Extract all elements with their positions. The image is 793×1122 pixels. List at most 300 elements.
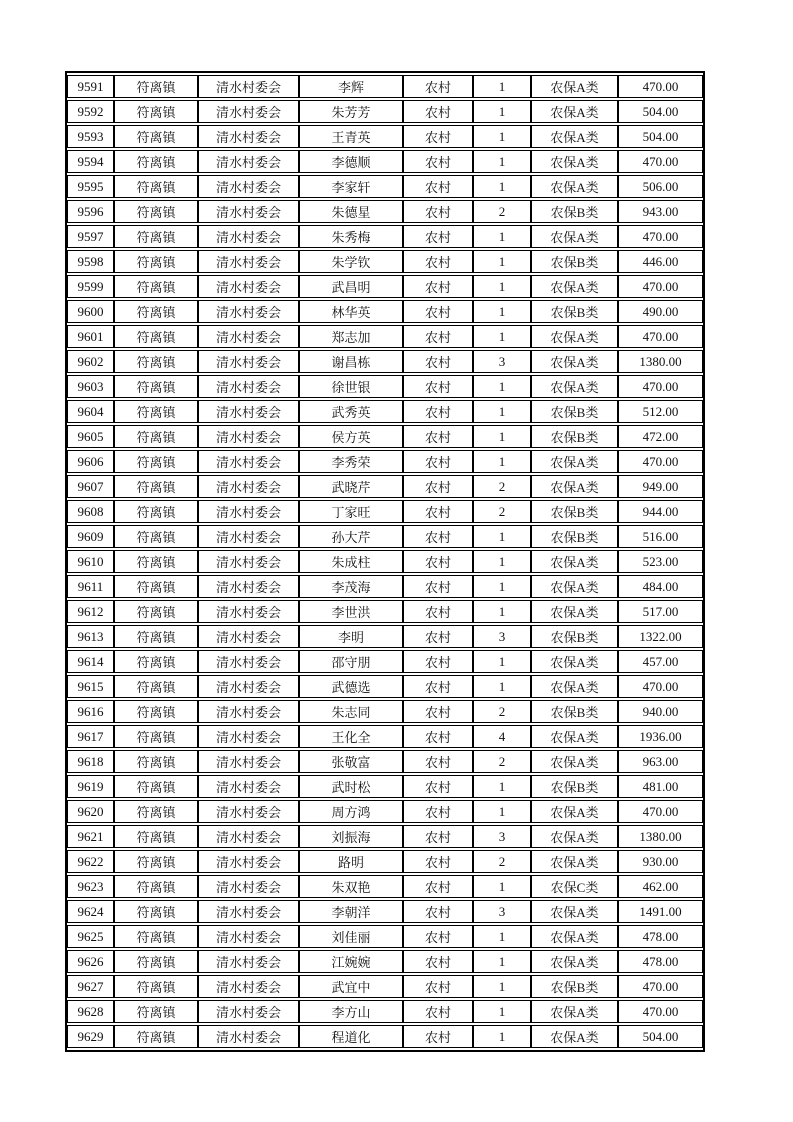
cell-town: 符离镇 [114, 125, 198, 148]
cell-record-id: 9592 [67, 100, 114, 123]
cell-insurance-category: 农保B类 [531, 700, 618, 723]
cell-person-name: 武宜中 [299, 975, 403, 998]
cell-insurance-category: 农保B类 [531, 400, 618, 423]
cell-person-count: 1 [473, 525, 531, 548]
cell-insurance-category: 农保A类 [531, 750, 618, 773]
cell-town: 符离镇 [114, 650, 198, 673]
cell-person-count: 1 [473, 800, 531, 823]
cell-village-committee: 清水村委会 [198, 325, 299, 348]
cell-amount: 1380.00 [618, 825, 703, 848]
cell-person-count: 1 [473, 150, 531, 173]
cell-amount: 470.00 [618, 225, 703, 248]
cell-record-id: 9602 [67, 350, 114, 373]
cell-village-committee: 清水村委会 [198, 250, 299, 273]
cell-amount: 949.00 [618, 475, 703, 498]
cell-amount: 944.00 [618, 500, 703, 523]
cell-record-id: 9610 [67, 550, 114, 573]
cell-village-committee: 清水村委会 [198, 600, 299, 623]
cell-amount: 484.00 [618, 575, 703, 598]
cell-person-count: 1 [473, 100, 531, 123]
table-row [67, 500, 703, 523]
cell-amount: 943.00 [618, 200, 703, 223]
cell-person-name: 朱德星 [299, 200, 403, 223]
cell-insurance-category: 农保B类 [531, 300, 618, 323]
cell-town: 符离镇 [114, 325, 198, 348]
table-row [67, 350, 703, 373]
cell-town: 符离镇 [114, 550, 198, 573]
cell-amount: 470.00 [618, 450, 703, 473]
cell-area-type: 农村 [403, 325, 473, 348]
cell-village-committee: 清水村委会 [198, 450, 299, 473]
cell-record-id: 9593 [67, 125, 114, 148]
cell-area-type: 农村 [403, 500, 473, 523]
cell-record-id: 9626 [67, 950, 114, 973]
cell-insurance-category: 农保A类 [531, 75, 618, 98]
cell-amount: 1380.00 [618, 350, 703, 373]
cell-area-type: 农村 [403, 675, 473, 698]
cell-person-name: 徐世银 [299, 375, 403, 398]
cell-town: 符离镇 [114, 725, 198, 748]
table-row [67, 750, 703, 773]
table-row [67, 175, 703, 198]
cell-record-id: 9620 [67, 800, 114, 823]
cell-area-type: 农村 [403, 900, 473, 923]
cell-amount: 478.00 [618, 950, 703, 973]
table-row [67, 675, 703, 698]
cell-person-name: 武昌明 [299, 275, 403, 298]
cell-town: 符离镇 [114, 250, 198, 273]
cell-town: 符离镇 [114, 800, 198, 823]
cell-village-committee: 清水村委会 [198, 675, 299, 698]
cell-town: 符离镇 [114, 475, 198, 498]
table-row [67, 150, 703, 173]
cell-person-count: 1 [473, 325, 531, 348]
cell-record-id: 9598 [67, 250, 114, 273]
cell-person-count: 2 [473, 850, 531, 873]
cell-amount: 506.00 [618, 175, 703, 198]
cell-village-committee: 清水村委会 [198, 625, 299, 648]
cell-town: 符离镇 [114, 850, 198, 873]
cell-insurance-category: 农保B类 [531, 525, 618, 548]
cell-person-count: 3 [473, 825, 531, 848]
cell-amount: 504.00 [618, 125, 703, 148]
cell-village-committee: 清水村委会 [198, 400, 299, 423]
table-row [67, 300, 703, 323]
table-row [67, 475, 703, 498]
table-row [67, 325, 703, 348]
cell-person-count: 1 [473, 75, 531, 98]
cell-village-committee: 清水村委会 [198, 175, 299, 198]
cell-insurance-category: 农保A类 [531, 350, 618, 373]
cell-town: 符离镇 [114, 375, 198, 398]
table-row [67, 425, 703, 448]
cell-village-committee: 清水村委会 [198, 550, 299, 573]
table-row [67, 75, 703, 98]
table-row [67, 825, 703, 848]
cell-town: 符离镇 [114, 600, 198, 623]
cell-area-type: 农村 [403, 725, 473, 748]
cell-insurance-category: 农保A类 [531, 850, 618, 873]
cell-amount: 470.00 [618, 325, 703, 348]
cell-area-type: 农村 [403, 850, 473, 873]
cell-person-count: 2 [473, 700, 531, 723]
cell-area-type: 农村 [403, 275, 473, 298]
cell-person-count: 1 [473, 975, 531, 998]
cell-person-count: 1 [473, 675, 531, 698]
cell-insurance-category: 农保A类 [531, 550, 618, 573]
cell-person-name: 李茂海 [299, 575, 403, 598]
cell-village-committee: 清水村委会 [198, 750, 299, 773]
table-row [67, 450, 703, 473]
cell-village-committee: 清水村委会 [198, 300, 299, 323]
cell-amount: 1491.00 [618, 900, 703, 923]
cell-town: 符离镇 [114, 825, 198, 848]
cell-town: 符离镇 [114, 175, 198, 198]
cell-person-name: 郑志加 [299, 325, 403, 348]
cell-insurance-category: 农保A类 [531, 275, 618, 298]
table-row [67, 775, 703, 798]
cell-record-id: 9618 [67, 750, 114, 773]
cell-person-name: 李方山 [299, 1000, 403, 1023]
table-row [67, 125, 703, 148]
cell-area-type: 农村 [403, 875, 473, 898]
cell-record-id: 9612 [67, 600, 114, 623]
cell-person-count: 1 [473, 1025, 531, 1048]
cell-person-count: 3 [473, 900, 531, 923]
cell-person-count: 1 [473, 650, 531, 673]
cell-area-type: 农村 [403, 75, 473, 98]
cell-amount: 512.00 [618, 400, 703, 423]
cell-area-type: 农村 [403, 425, 473, 448]
cell-person-count: 1 [473, 600, 531, 623]
cell-record-id: 9617 [67, 725, 114, 748]
cell-village-committee: 清水村委会 [198, 150, 299, 173]
cell-area-type: 农村 [403, 975, 473, 998]
cell-person-name: 路明 [299, 850, 403, 873]
cell-village-committee: 清水村委会 [198, 700, 299, 723]
cell-area-type: 农村 [403, 1000, 473, 1023]
cell-person-count: 1 [473, 250, 531, 273]
cell-person-count: 1 [473, 550, 531, 573]
cell-town: 符离镇 [114, 75, 198, 98]
cell-amount: 478.00 [618, 925, 703, 948]
cell-record-id: 9627 [67, 975, 114, 998]
cell-insurance-category: 农保A类 [531, 825, 618, 848]
cell-insurance-category: 农保A类 [531, 100, 618, 123]
cell-person-count: 2 [473, 475, 531, 498]
cell-person-name: 武德选 [299, 675, 403, 698]
cell-village-committee: 清水村委会 [198, 100, 299, 123]
cell-record-id: 9613 [67, 625, 114, 648]
cell-person-count: 1 [473, 450, 531, 473]
cell-area-type: 农村 [403, 125, 473, 148]
cell-village-committee: 清水村委会 [198, 725, 299, 748]
cell-person-name: 张敬富 [299, 750, 403, 773]
cell-person-name: 朱双艳 [299, 875, 403, 898]
cell-area-type: 农村 [403, 600, 473, 623]
table-row [67, 250, 703, 273]
cell-insurance-category: 农保A类 [531, 800, 618, 823]
cell-record-id: 9606 [67, 450, 114, 473]
table-row [67, 225, 703, 248]
cell-person-count: 1 [473, 375, 531, 398]
cell-area-type: 农村 [403, 550, 473, 573]
cell-village-committee: 清水村委会 [198, 1025, 299, 1048]
table-row [67, 950, 703, 973]
cell-person-count: 1 [473, 425, 531, 448]
cell-amount: 940.00 [618, 700, 703, 723]
cell-amount: 470.00 [618, 275, 703, 298]
cell-town: 符离镇 [114, 775, 198, 798]
cell-town: 符离镇 [114, 500, 198, 523]
cell-record-id: 9611 [67, 575, 114, 598]
cell-area-type: 农村 [403, 800, 473, 823]
cell-amount: 470.00 [618, 1000, 703, 1023]
table-body [67, 75, 703, 1048]
table-row [67, 100, 703, 123]
cell-amount: 470.00 [618, 800, 703, 823]
cell-village-committee: 清水村委会 [198, 850, 299, 873]
cell-area-type: 农村 [403, 200, 473, 223]
cell-person-name: 李明 [299, 625, 403, 648]
cell-village-committee: 清水村委会 [198, 900, 299, 923]
cell-insurance-category: 农保A类 [531, 450, 618, 473]
cell-person-count: 1 [473, 225, 531, 248]
cell-village-committee: 清水村委会 [198, 200, 299, 223]
cell-person-count: 1 [473, 575, 531, 598]
cell-person-count: 1 [473, 925, 531, 948]
cell-person-count: 1 [473, 175, 531, 198]
cell-village-committee: 清水村委会 [198, 950, 299, 973]
cell-person-name: 李家轩 [299, 175, 403, 198]
cell-insurance-category: 农保A类 [531, 1000, 618, 1023]
cell-person-name: 刘振海 [299, 825, 403, 848]
cell-person-count: 4 [473, 725, 531, 748]
cell-record-id: 9623 [67, 875, 114, 898]
cell-area-type: 农村 [403, 700, 473, 723]
cell-record-id: 9619 [67, 775, 114, 798]
cell-record-id: 9629 [67, 1025, 114, 1048]
payment-table [67, 73, 703, 1050]
cell-insurance-category: 农保B类 [531, 775, 618, 798]
cell-amount: 470.00 [618, 975, 703, 998]
cell-person-name: 朱秀梅 [299, 225, 403, 248]
cell-record-id: 9597 [67, 225, 114, 248]
cell-area-type: 农村 [403, 250, 473, 273]
cell-area-type: 农村 [403, 175, 473, 198]
cell-area-type: 农村 [403, 400, 473, 423]
cell-insurance-category: 农保B类 [531, 200, 618, 223]
cell-person-count: 1 [473, 275, 531, 298]
cell-amount: 963.00 [618, 750, 703, 773]
cell-village-committee: 清水村委会 [198, 375, 299, 398]
table-row [67, 925, 703, 948]
cell-area-type: 农村 [403, 450, 473, 473]
cell-town: 符离镇 [114, 525, 198, 548]
cell-insurance-category: 农保A类 [531, 600, 618, 623]
cell-village-committee: 清水村委会 [198, 500, 299, 523]
cell-area-type: 农村 [403, 650, 473, 673]
cell-amount: 1936.00 [618, 725, 703, 748]
cell-town: 符离镇 [114, 425, 198, 448]
cell-person-name: 周方鸿 [299, 800, 403, 823]
cell-insurance-category: 农保B类 [531, 250, 618, 273]
cell-town: 符离镇 [114, 625, 198, 648]
cell-area-type: 农村 [403, 475, 473, 498]
cell-person-name: 谢昌栋 [299, 350, 403, 373]
cell-area-type: 农村 [403, 300, 473, 323]
cell-insurance-category: 农保A类 [531, 375, 618, 398]
cell-town: 符离镇 [114, 450, 198, 473]
cell-area-type: 农村 [403, 750, 473, 773]
cell-town: 符离镇 [114, 1025, 198, 1048]
cell-village-committee: 清水村委会 [198, 275, 299, 298]
cell-insurance-category: 农保B类 [531, 625, 618, 648]
cell-record-id: 9599 [67, 275, 114, 298]
table-row [67, 275, 703, 298]
table-row [67, 725, 703, 748]
cell-village-committee: 清水村委会 [198, 825, 299, 848]
cell-town: 符离镇 [114, 900, 198, 923]
cell-town: 符离镇 [114, 150, 198, 173]
table-row [67, 575, 703, 598]
cell-amount: 457.00 [618, 650, 703, 673]
cell-person-name: 李世洪 [299, 600, 403, 623]
cell-person-count: 1 [473, 875, 531, 898]
cell-person-name: 林华英 [299, 300, 403, 323]
cell-village-committee: 清水村委会 [198, 425, 299, 448]
table-row [67, 600, 703, 623]
cell-record-id: 9607 [67, 475, 114, 498]
cell-insurance-category: 农保B类 [531, 500, 618, 523]
cell-town: 符离镇 [114, 975, 198, 998]
cell-amount: 481.00 [618, 775, 703, 798]
cell-insurance-category: 农保A类 [531, 925, 618, 948]
cell-person-count: 1 [473, 775, 531, 798]
cell-town: 符离镇 [114, 200, 198, 223]
cell-area-type: 农村 [403, 625, 473, 648]
cell-amount: 516.00 [618, 525, 703, 548]
cell-area-type: 农村 [403, 525, 473, 548]
cell-area-type: 农村 [403, 775, 473, 798]
cell-village-committee: 清水村委会 [198, 975, 299, 998]
table-row [67, 625, 703, 648]
cell-village-committee: 清水村委会 [198, 475, 299, 498]
cell-amount: 930.00 [618, 850, 703, 873]
cell-insurance-category: 农保A类 [531, 325, 618, 348]
cell-village-committee: 清水村委会 [198, 775, 299, 798]
cell-record-id: 9601 [67, 325, 114, 348]
cell-record-id: 9621 [67, 825, 114, 848]
cell-town: 符离镇 [114, 300, 198, 323]
cell-amount: 517.00 [618, 600, 703, 623]
cell-town: 符离镇 [114, 875, 198, 898]
cell-town: 符离镇 [114, 400, 198, 423]
cell-record-id: 9608 [67, 500, 114, 523]
table-row [67, 550, 703, 573]
cell-town: 符离镇 [114, 575, 198, 598]
cell-insurance-category: 农保A类 [531, 575, 618, 598]
cell-town: 符离镇 [114, 675, 198, 698]
cell-town: 符离镇 [114, 1000, 198, 1023]
cell-village-committee: 清水村委会 [198, 925, 299, 948]
cell-person-name: 武时松 [299, 775, 403, 798]
cell-person-count: 2 [473, 200, 531, 223]
cell-person-count: 2 [473, 500, 531, 523]
cell-amount: 470.00 [618, 150, 703, 173]
cell-area-type: 农村 [403, 950, 473, 973]
cell-person-count: 3 [473, 625, 531, 648]
cell-village-committee: 清水村委会 [198, 875, 299, 898]
cell-village-committee: 清水村委会 [198, 350, 299, 373]
cell-area-type: 农村 [403, 100, 473, 123]
cell-person-count: 1 [473, 125, 531, 148]
table-row [67, 400, 703, 423]
cell-amount: 462.00 [618, 875, 703, 898]
cell-area-type: 农村 [403, 1025, 473, 1048]
cell-record-id: 9600 [67, 300, 114, 323]
cell-amount: 470.00 [618, 675, 703, 698]
cell-village-committee: 清水村委会 [198, 800, 299, 823]
cell-person-name: 朱志同 [299, 700, 403, 723]
cell-insurance-category: 农保B类 [531, 975, 618, 998]
cell-person-count: 3 [473, 350, 531, 373]
cell-person-name: 朱芳芳 [299, 100, 403, 123]
cell-town: 符离镇 [114, 950, 198, 973]
table-row [67, 1025, 703, 1048]
table-row [67, 650, 703, 673]
cell-area-type: 农村 [403, 575, 473, 598]
cell-area-type: 农村 [403, 925, 473, 948]
cell-person-name: 武秀英 [299, 400, 403, 423]
cell-insurance-category: 农保A类 [531, 650, 618, 673]
cell-person-count: 2 [473, 750, 531, 773]
cell-person-count: 1 [473, 400, 531, 423]
cell-town: 符离镇 [114, 275, 198, 298]
cell-record-id: 9625 [67, 925, 114, 948]
cell-person-name: 王青英 [299, 125, 403, 148]
cell-insurance-category: 农保A类 [531, 900, 618, 923]
table-row [67, 875, 703, 898]
cell-area-type: 农村 [403, 375, 473, 398]
cell-insurance-category: 农保A类 [531, 725, 618, 748]
cell-amount: 504.00 [618, 1025, 703, 1048]
cell-village-committee: 清水村委会 [198, 650, 299, 673]
cell-person-name: 程道化 [299, 1025, 403, 1048]
cell-record-id: 9615 [67, 675, 114, 698]
cell-record-id: 9591 [67, 75, 114, 98]
cell-insurance-category: 农保A类 [531, 475, 618, 498]
cell-record-id: 9603 [67, 375, 114, 398]
cell-amount: 504.00 [618, 100, 703, 123]
cell-town: 符离镇 [114, 100, 198, 123]
table-row [67, 200, 703, 223]
cell-record-id: 9622 [67, 850, 114, 873]
cell-record-id: 9594 [67, 150, 114, 173]
cell-person-name: 王化全 [299, 725, 403, 748]
cell-village-committee: 清水村委会 [198, 225, 299, 248]
cell-town: 符离镇 [114, 350, 198, 373]
cell-insurance-category: 农保C类 [531, 875, 618, 898]
cell-insurance-category: 农保B类 [531, 425, 618, 448]
cell-amount: 523.00 [618, 550, 703, 573]
table-row [67, 1000, 703, 1023]
payment-table-container [65, 71, 705, 1052]
cell-record-id: 9616 [67, 700, 114, 723]
cell-record-id: 9605 [67, 425, 114, 448]
cell-area-type: 农村 [403, 150, 473, 173]
cell-insurance-category: 农保A类 [531, 225, 618, 248]
